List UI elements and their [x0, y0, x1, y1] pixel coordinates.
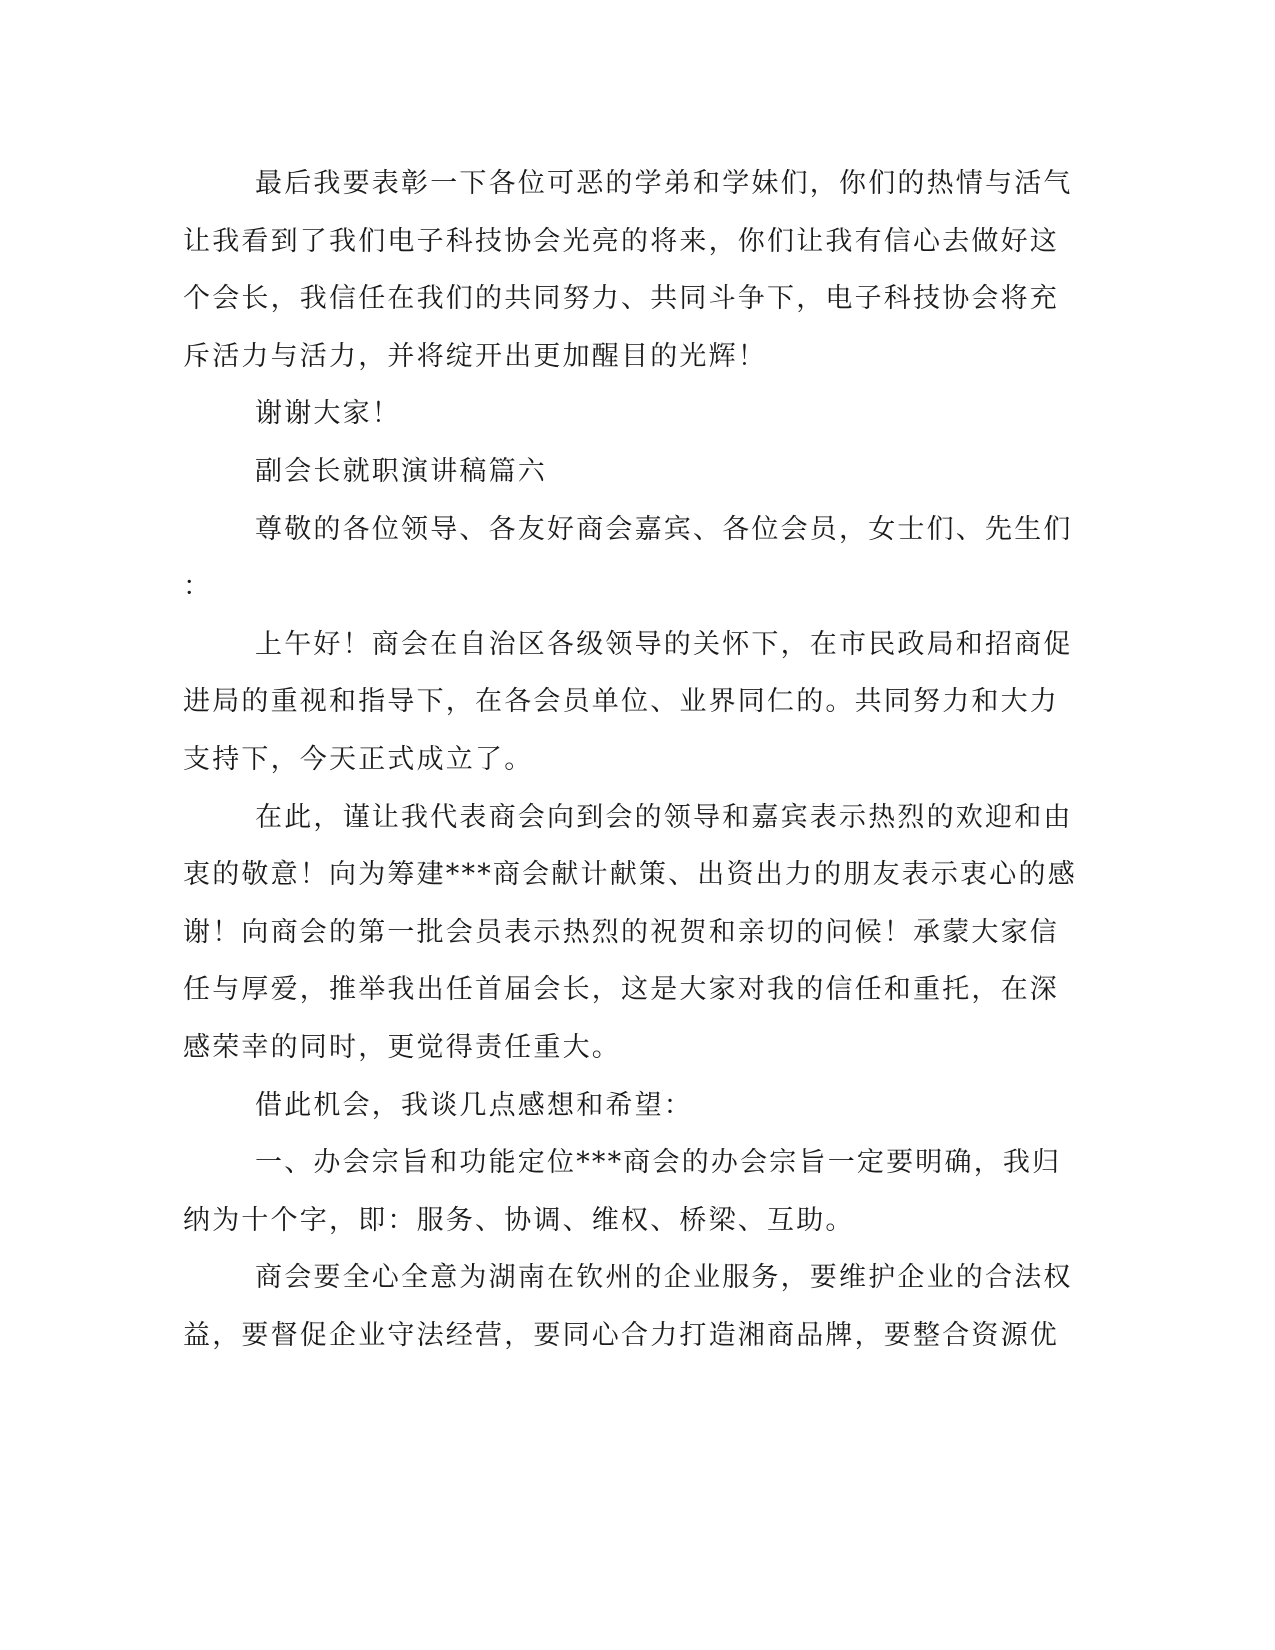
paragraph-line: 借此机会，我谈几点感想和希望：	[255, 1089, 693, 1121]
paragraph-line: 让我看到了我们电子科技协会光亮的将来，你们让我有信心去做好这	[183, 225, 1059, 257]
paragraph-line: 益，要督促企业守法经营，要同心合力打造湘商品牌，要整合资源优	[183, 1319, 1059, 1351]
paragraph-line: 个会长，我信任在我们的共同努力、共同斗争下，电子科技协会将充	[183, 283, 1059, 315]
salutation-line: ：	[183, 571, 213, 603]
document-body	[183, 155, 1077, 1364]
paragraph-line: 纳为十个字，即：服务、协调、维权、桥梁、互助。	[183, 1204, 855, 1236]
closing-line: 谢谢大家！	[255, 398, 401, 430]
paragraph-line: 斥活力与活力，并将绽开出更加醒目的光辉！	[183, 340, 767, 372]
paragraph-line: 一、办会宗旨和功能定位***商会的办会宗旨一定要明确，我归	[255, 1147, 1062, 1179]
paragraph-line: 进局的重视和指导下，在各会员单位、业界同仁的。共同努力和大力	[183, 686, 1059, 718]
paragraph-line: 支持下，今天正式成立了。	[183, 743, 534, 775]
paragraph-line: 最后我要表彰一下各位可恶的学弟和学妹们，你们的热情与活气	[255, 168, 1073, 199]
paragraph-line: 商会要全心全意为湖南在钦州的企业服务，要维护企业的合法权	[255, 1262, 1073, 1294]
section-title: 副会长就职演讲稿篇六	[255, 455, 547, 487]
salutation-line: 尊敬的各位领导、各友好商会嘉宾、各位会员，女士们、先生们	[255, 513, 1073, 545]
paragraph-line: 谢！向商会的第一批会员表示热烈的祝贺和亲切的问候！承蒙大家信	[183, 916, 1059, 948]
paragraph-line: 上午好！商会在自治区各级领导的关怀下，在市民政局和招商促	[255, 628, 1073, 660]
paragraph-line: 感荣幸的同时，更觉得责任重大。	[183, 1031, 621, 1063]
paragraph-line: 在此，谨让我代表商会向到会的领导和嘉宾表示热烈的欢迎和由	[255, 801, 1073, 833]
paragraph-line: 任与厚爱，推举我出任首届会长，这是大家对我的信任和重托，在深	[183, 974, 1059, 1006]
paragraph-line: 衷的敬意！向为筹建***商会献计献策、出资出力的朋友表示衷心的感	[183, 859, 1077, 891]
